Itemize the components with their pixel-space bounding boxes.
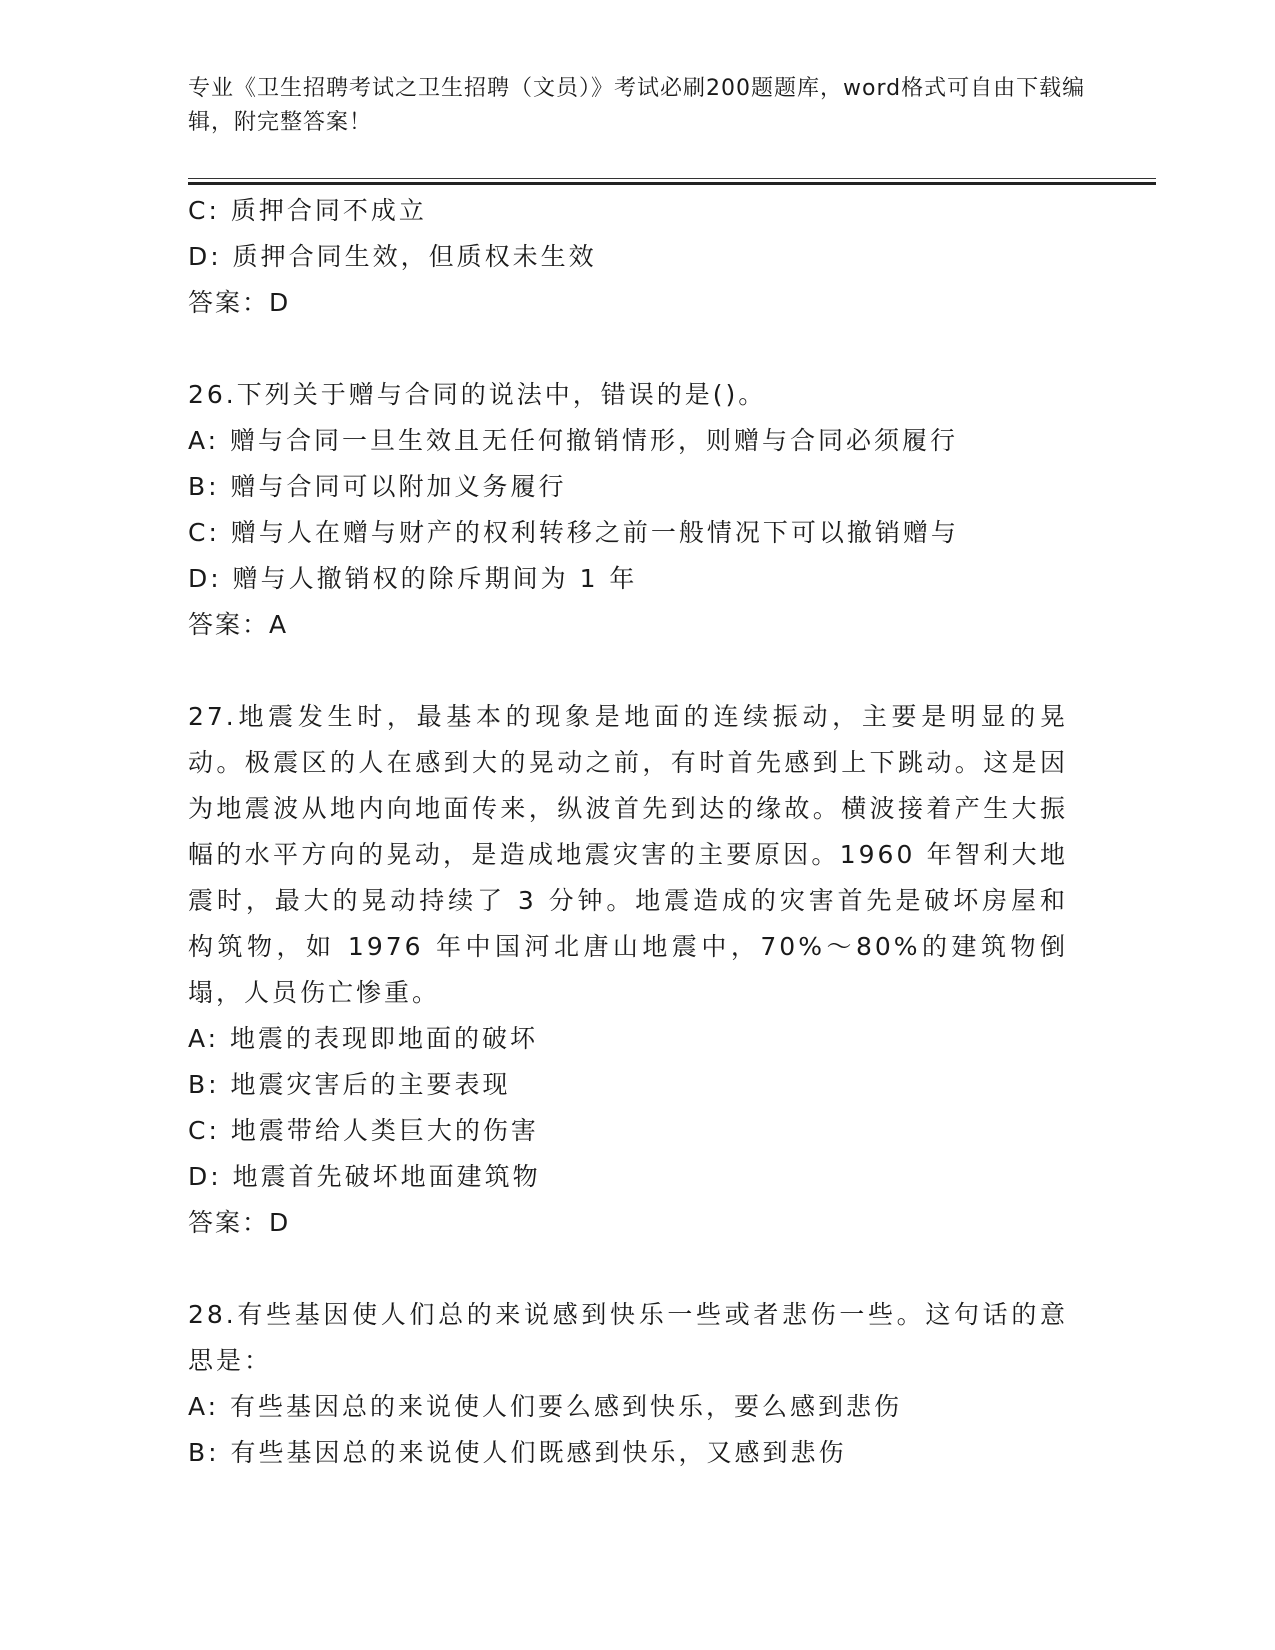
document-header: 专业《卫生招聘考试之卫生招聘（文员）》考试必刷200题题库，word格式可自由下载编辑，附完整答案！ <box>188 76 1086 135</box>
q27-option-c: C: 地震带给人类巨大的伤害 <box>188 1116 539 1145</box>
q26-stem: 26.下列关于赠与合同的说法中，错误的是()。 <box>188 380 767 409</box>
header-rule-thick <box>188 182 1156 185</box>
header-rule-thin <box>188 178 1156 179</box>
q26-option-a: A: 赠与合同一旦生效且无任何撤销情形，则赠与合同必须履行 <box>188 426 959 455</box>
q26-option-c: C: 赠与人在赠与财产的权利转移之前一般情况下可以撤销赠与 <box>188 518 959 547</box>
q26-option-b: B: 赠与合同可以附加义务履行 <box>188 472 567 501</box>
spacer <box>188 648 1068 694</box>
q27-option-d: D: 地震首先破坏地面建筑物 <box>188 1162 541 1191</box>
q28-option-b: B: 有些基因总的来说使人们既感到快乐，又感到悲伤 <box>188 1438 847 1467</box>
q27-answer: 答案：D <box>188 1208 291 1237</box>
q25-answer: 答案：D <box>188 288 291 317</box>
spacer <box>188 1246 1068 1292</box>
q26-option-d: D: 赠与人撤销权的除斥期间为 1 年 <box>188 564 638 593</box>
q25-option-c: C: 质押合同不成立 <box>188 196 427 225</box>
q27-option-a: A: 地震的表现即地面的破坏 <box>188 1024 539 1053</box>
document-body <box>188 188 1068 1476</box>
q27-option-b: B: 地震灾害后的主要表现 <box>188 1070 511 1099</box>
q28-option-a: A: 有些基因总的来说使人们要么感到快乐，要么感到悲伤 <box>188 1392 903 1421</box>
q26-answer: 答案：A <box>188 610 289 639</box>
spacer <box>188 326 1068 372</box>
q27-stem: 27.地震发生时，最基本的现象是地面的连续振动，主要是明显的晃动。极震区的人在感到大的晃动之前，有时首先感到上下跳动。这是因为地震波从地内向地面传来，纵波首先到达的缘故。横波接着产生大振幅的水平方向的晃动，是造成地震灾害的主要原因。1960 年智利大地震时，最大的晃动持续了 3 分钟。地震造成的灾害首先是破坏房屋和构筑物，如 1976 年中国河北唐山地震中，70%～80%的建筑物倒塌，人员伤亡惨重。 <box>188 702 1068 1007</box>
q25-option-d: D: 质押合同生效，但质权未生效 <box>188 242 597 271</box>
q28-stem: 28.有些基因使人们总的来说感到快乐一些或者悲伤一些。这句话的意思是： <box>188 1300 1068 1375</box>
